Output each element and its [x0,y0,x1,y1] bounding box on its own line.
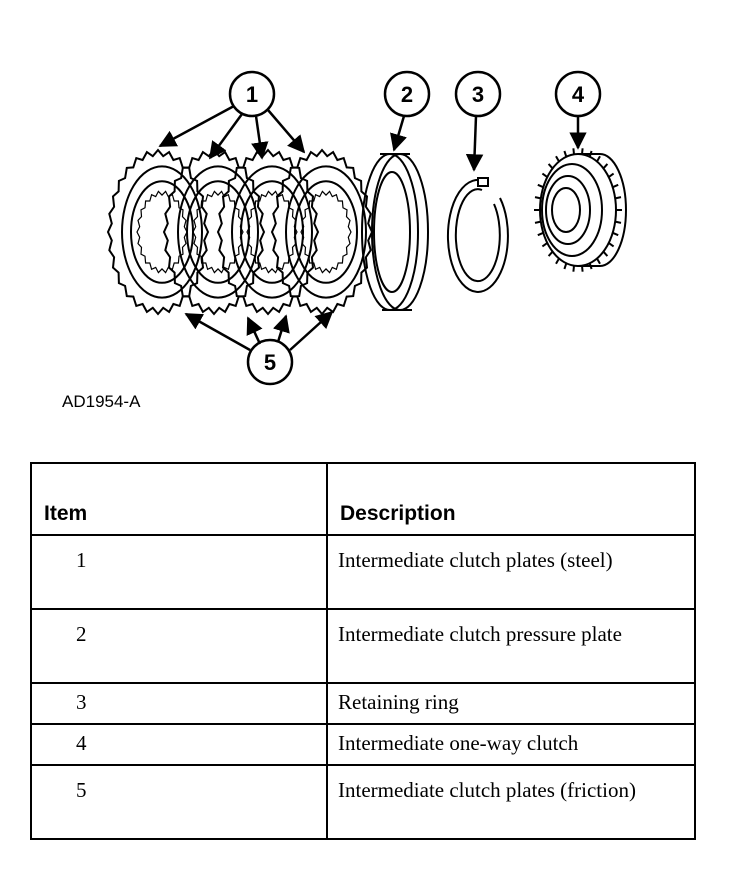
retaining-ring-icon [448,178,508,292]
svg-text:1: 1 [245,82,259,107]
table-row [31,535,695,609]
callout-3 [456,72,500,116]
svg-text:5: 5 [263,350,277,375]
table-row [31,724,695,765]
header-description: Description [327,463,695,535]
header-item: Item [31,463,327,535]
item-description: Intermediate clutch pressure plate [327,609,695,683]
item-description: Intermediate clutch plates (friction) [327,765,695,839]
table-row [31,683,695,724]
item-number: 3 [31,683,327,724]
item-number: 1 [31,535,327,609]
item-description: Intermediate clutch plates (steel) [327,535,695,609]
figure-code: AD1954-A [62,392,141,411]
table-row [31,609,695,683]
table-row [31,765,695,839]
pressure-plate-icon [362,154,428,310]
clutch-plates-icon [108,150,372,314]
item-number: 4 [31,724,327,765]
table-header-row [31,463,695,535]
callout-1 [230,72,274,116]
item-number: 5 [31,765,327,839]
svg-text:2: 2 [400,82,414,107]
callout-5 [248,340,292,384]
callout-2 [385,72,429,116]
one-way-clutch-icon [534,148,626,271]
item-description: Intermediate one-way clutch [327,724,695,765]
item-number: 2 [31,609,327,683]
parts-table [30,462,696,840]
svg-text:4: 4 [571,82,585,107]
svg-text:3: 3 [471,82,485,107]
leader-arrows [160,106,578,350]
callout-4 [556,72,600,116]
item-description: Retaining ring [327,683,695,724]
clutch-exploded-diagram [0,0,736,430]
